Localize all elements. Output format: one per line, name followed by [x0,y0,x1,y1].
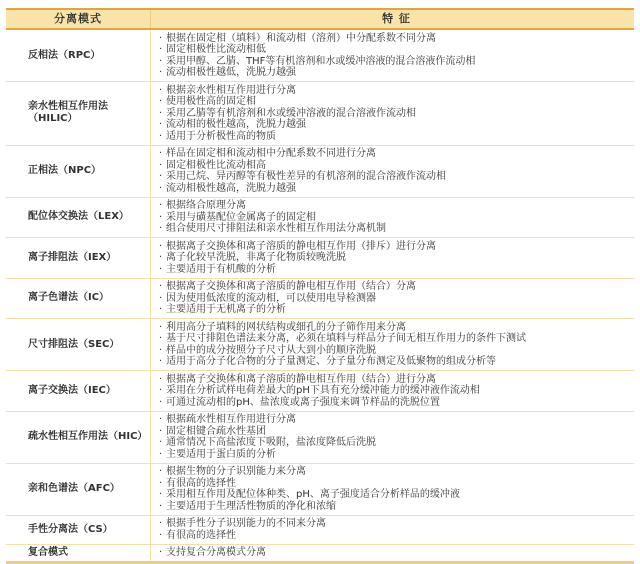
feature-item: · 主要适用于无机离子的分析 [159,304,286,315]
bullet-icon: · [159,321,163,333]
table-row [6,412,634,464]
mode-label: 复合模式 [6,545,151,562]
mode-label: 尺寸排阻法（SEC） [6,319,151,370]
feature-list [151,82,634,145]
bullet-icon: · [159,448,163,460]
bullet-icon: · [159,148,163,159]
table-row [6,30,634,82]
feature-item: · 使用极性高的固定相 [159,96,256,107]
bullet-icon: · [159,547,163,558]
feature-item: · 流动相的极性越高，洗脱力越强 [159,119,306,130]
feature-item: · 流动相极性越低，洗脱力越强 [159,67,296,78]
bullet-icon: · [159,500,163,512]
bullet-icon: · [159,96,163,107]
bullet-icon: · [159,130,163,142]
mode-label: 反相法（RPC） [6,30,151,81]
feature-item: · 采用乙腈等有机溶剂和水或缓冲溶液的混合溶液作流动相 [159,107,416,119]
mode-label: 正相法（NPC） [6,146,151,197]
feature-item: · 可通过流动相的pH、盐浓度或离子强度来调节样品的洗脱位置 [159,396,440,408]
bullet-icon: · [159,171,163,182]
bullet-icon: · [159,159,163,171]
feature-item: · 固定相键合疏水性基团 [159,425,266,437]
feature-item: · 主要适用于有机酸的分析 [159,263,276,275]
table-row [6,82,634,146]
bullet-icon: · [159,396,163,408]
bullet-icon: · [159,32,163,44]
feature-list [151,319,634,370]
feature-item: · 流动相极性越高，洗脱力越强 [159,182,296,194]
feature-list [151,146,634,197]
bullet-icon: · [159,344,163,356]
bullet-icon: · [159,263,163,275]
table-row [6,545,634,562]
bullet-icon: · [159,385,163,396]
bullet-icon: · [159,200,163,211]
feature-item: · 适用于分析极性高的物质 [159,130,276,142]
feature-list [151,198,634,238]
bullet-icon: · [159,356,163,367]
table-row [6,516,634,545]
mode-label: 疏水性相互作用法（HIC） [6,412,151,463]
bullet-icon: · [159,425,163,437]
bullet-icon: · [159,529,163,541]
table-body [6,30,634,561]
feature-item: · 根据手性分子识别能力的不同来分离 [159,518,326,529]
table-row [6,198,634,239]
bullet-icon: · [159,67,163,78]
mode-label: 离子色谱法（IC） [6,279,151,319]
feature-list [151,464,634,515]
feature-item: · 根据络合原理分离 [159,200,246,211]
feature-item: · 根据疏水性相互作用进行分离 [159,414,296,425]
table-header-row [6,8,634,30]
feature-item: · 根据离子交换体和离子溶质的静电相互作用（结合）分离 [159,281,416,292]
feature-item: · 采用与磺基配位金属离子的固定相 [159,211,316,223]
bullet-icon: · [159,304,163,315]
mode-label: 亲和色谱法（AFC） [6,464,151,515]
mode-label: 配位体交换法（LEX） [6,198,151,238]
feature-item: · 因为使用低浓度的流动相，可以使用电导检测器 [159,292,376,304]
bullet-icon: · [159,333,163,344]
bullet-icon: · [159,373,163,385]
feature-item: · 采用在分析试样电荷差最大的pH下具有充分缓冲能力的缓冲液作流动相 [159,385,480,396]
feature-item: · 采用己烷、异丙醇等有极性差异的有机溶剂的混合溶液作流动相 [159,171,446,182]
bullet-icon: · [159,518,163,529]
feature-item: · 根据亲水性相互作用进行分离 [159,84,296,96]
feature-item: · 主要适用于蛋白质的分析 [159,448,276,460]
mode-label: 亲水性相互作用法（HILIC） [6,82,151,145]
bullet-icon: · [159,55,163,67]
bullet-icon: · [159,182,163,194]
feature-list [151,30,634,81]
table-row [6,319,634,371]
feature-list [151,516,634,544]
feature-item: · 支持复合分离模式分离 [159,547,266,558]
bullet-icon: · [159,466,163,477]
header-features: 特 征 [382,12,411,25]
separation-modes-table [6,8,634,564]
bullet-icon: · [159,240,163,252]
feature-item: · 适用于高分子化合物的分子量测定、分子量分布测定及低聚物的组成分析等 [159,356,496,367]
table-row [6,238,634,279]
bullet-icon: · [159,477,163,489]
mode-label: 离子交换法（IEC） [6,371,151,411]
feature-item: · 基于尺寸排阻色谱法来分离，必须在填料与样品分子间无相互作用力的条件下测试 [159,333,526,344]
separation-modes-page [6,8,634,564]
feature-item: · 固定相极性比流动相低 [159,44,266,55]
mode-label: 手性分离法（CS） [6,516,151,544]
feature-item: · 根据在固定相（填料）和流动相（溶剂）中分配系数不同分离 [159,32,436,44]
feature-item: · 采用甲醇、乙腈、THF等有机溶剂和水或缓冲溶液的混合溶液作流动相 [159,55,476,67]
header-separation-mode: 分离模式 [6,10,151,28]
feature-list [151,279,634,319]
feature-item: · 根据离子交换体和离子溶质的静电相互作用（排斥）进行分离 [159,240,436,252]
table-row [6,146,634,198]
feature-item: · 组合使用尺寸排阻法和亲水性相互作用法分离机制 [159,223,386,234]
bullet-icon: · [159,107,163,119]
bullet-icon: · [159,119,163,130]
table-row [6,371,634,412]
mode-label: 离子排阻法（IEX） [6,238,151,278]
feature-item: · 有很高的选择性 [159,477,236,489]
feature-list [151,412,634,463]
feature-item: · 样品在固定相和流动相中分配系数不同进行分离 [159,148,376,159]
bullet-icon: · [159,281,163,292]
feature-list [151,371,634,411]
table-row [6,464,634,516]
feature-list [151,545,634,562]
feature-list [151,238,634,278]
bullet-icon: · [159,223,163,234]
bullet-icon: · [159,252,163,263]
bullet-icon: · [159,437,163,448]
bullet-icon: · [159,211,163,223]
feature-item: · 有很高的选择性 [159,529,236,541]
feature-item: · 离子化较早洗脱，非离子化物质较晚洗脱 [159,252,346,263]
bullet-icon: · [159,292,163,304]
feature-item: · 通常情况下高盐浓度下吸附，盐浓度降低后洗脱 [159,437,376,448]
feature-item: · 根据离子交换体和离子溶质的静电相互作用（结合）进行分离 [159,373,436,385]
feature-item: · 固定相极性比流动相高 [159,159,266,171]
bullet-icon: · [159,44,163,55]
feature-item: · 采用相互作用及配位体种类、pH、离子强度适合分析样品的缓冲液 [159,489,460,500]
feature-item: · 主要适用于生理活性物质的净化和浓缩 [159,500,336,512]
bullet-icon: · [159,84,163,96]
bullet-icon: · [159,489,163,500]
feature-item: · 根据生物的分子识别能力来分离 [159,466,306,477]
feature-item: · 样品中的成分按照分子尺寸从大到小的顺序洗脱 [159,344,376,356]
table-row [6,279,634,320]
bullet-icon: · [159,414,163,425]
feature-item: · 利用高分子填料的网状结构或细孔的分子筛作用来分离 [159,321,406,333]
